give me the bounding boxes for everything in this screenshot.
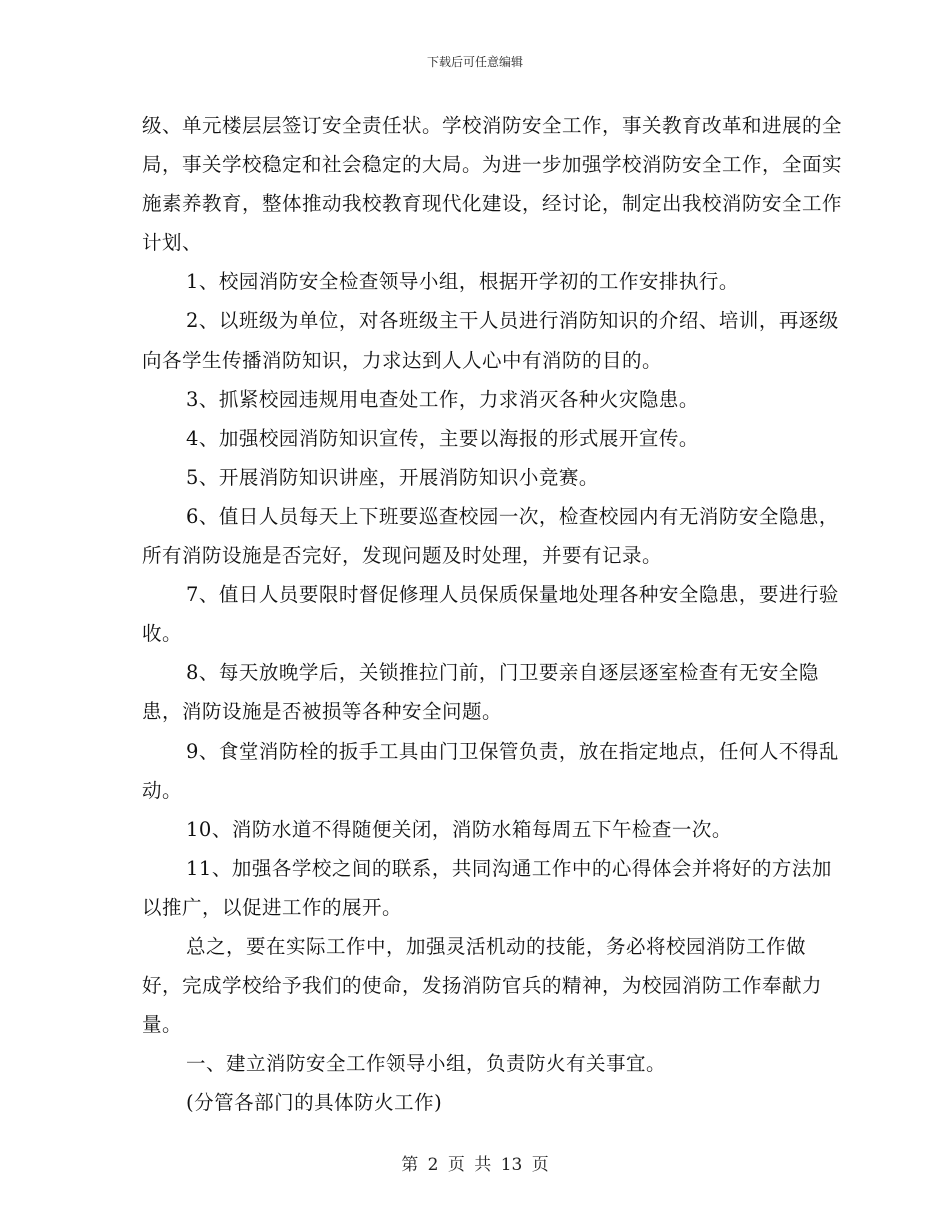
paragraph-item-4: 4、加强校园消防知识宣传，主要以海报的形式展开宣传。 <box>186 426 699 450</box>
paragraph-item-3: 3、抓紧校园违规用电查处工作，力求消灭各种火灾隐患。 <box>186 387 699 411</box>
paragraph-section-heading: 一、建立消防安全工作领导小组，负责防火有关事宜。 <box>186 1052 667 1076</box>
paragraph-item-7: 7、值日人员要限时督促修理人员保质保量地处理各种安全隐患，要进行验收。 <box>142 583 839 646</box>
page-number-footer: 第 2 页 共 13 页 <box>401 1155 549 1175</box>
paragraph-conclusion: 总之，要在实际工作中，加强灵活机动的技能，务必将校园消防工作做好，完成学校给予我们的使命，发扬消防官兵的精神，为校园消防工作奉献力量。 <box>142 934 823 1037</box>
paragraph-item-5: 5、开展消防知识讲座，开展消防知识小竞赛。 <box>186 465 599 489</box>
paragraph-intro: 级、单元楼层层签订安全责任状。学校消防安全工作，事关教育改革和进展的全局，事关学校稳定和社会稳定的大局。为进一步加强学校消防安全工作，全面实施素养教育，整体推动我校教育现代化建设，经讨论，制定出我校消防安全工作计划、 <box>142 114 843 255</box>
paragraph-item-9: 9、食堂消防栓的扳手工具由门卫保管负责，放在指定地点，任何人不得乱动。 <box>142 739 839 802</box>
paragraph-item-11: 11、加强各学校之间的联系，共同沟通工作中的心得体会并将好的方法加以推广，以促进工作的展开。 <box>142 856 832 919</box>
paragraph-item-6: 6、值日人员每天上下班要巡查校园一次，检查校园内有无消防安全隐患，所有消防设施是否完好，发现问题及时处理，并要有记录。 <box>142 504 839 568</box>
paragraph-section-note: (分管各部门的具体防火工作) <box>186 1091 443 1115</box>
paragraph-item-2: 2、以班级为单位，对各班级主干人员进行消防知识的介绍、培训，再逐级向各学生传播消防知识，力求达到人人心中有消防的目的。 <box>142 309 839 372</box>
paragraph-item-8: 8、每天放晚学后，关锁推拉门前，门卫要亲自逐层逐室检查有无安全隐患，消防设施是否被损等各种安全问题。 <box>142 661 819 724</box>
paragraph-item-10: 10、消防水道不得随便关闭，消防水箱每周五下午检查一次。 <box>186 817 732 841</box>
document-body <box>142 106 842 1122</box>
paragraph-item-1: 1、校园消防安全检查领导小组，根据开学初的工作安排执行。 <box>186 270 739 294</box>
page-header-note: 下载后可任意编辑 <box>426 55 523 69</box>
